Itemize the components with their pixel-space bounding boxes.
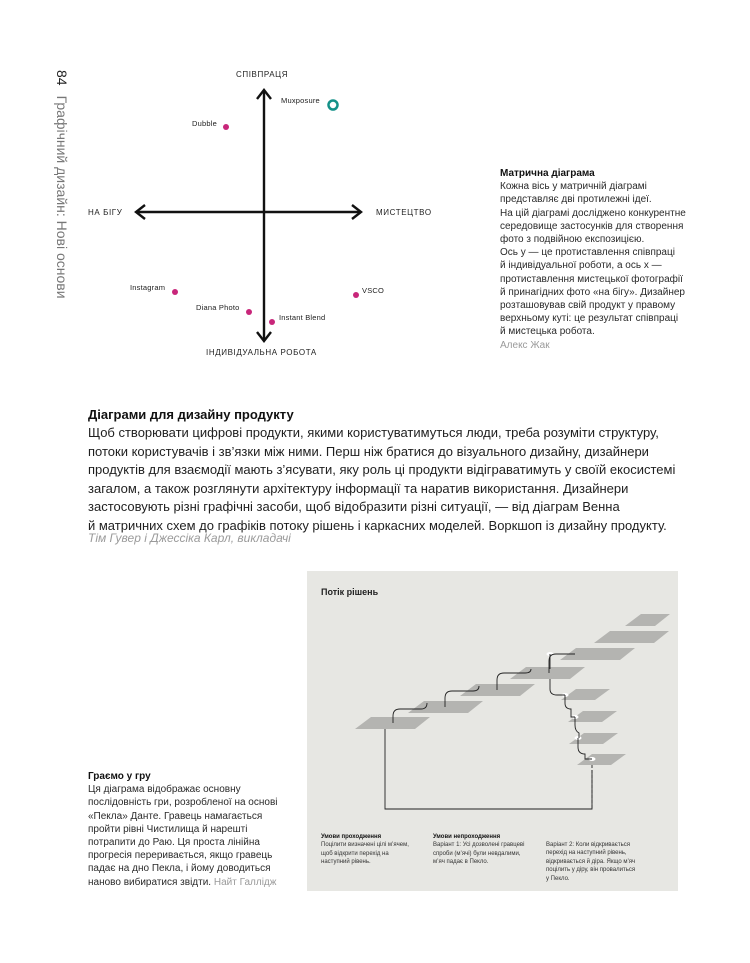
matrix-caption-line: й мистецька робота. bbox=[500, 326, 595, 338]
flow-condition-variant-2 bbox=[546, 841, 661, 883]
axis-right-label: МИСТЕЦТВО bbox=[376, 208, 432, 217]
label-instant: Instant Blend bbox=[279, 313, 326, 322]
flow-condition-line: у Пекло. bbox=[546, 875, 570, 882]
matrix-caption-line: середовище застосунків для створення bbox=[500, 220, 684, 232]
matrix-caption-title: Матрична діаграма bbox=[500, 168, 595, 179]
matrix-caption-line: розташовував свій продукт у правому bbox=[500, 300, 676, 312]
section-body bbox=[88, 424, 678, 535]
flow-condition-line: спроби (м’ячі) були невдалими, bbox=[433, 850, 521, 857]
axis-top-label: СПІВПРАЦЯ bbox=[236, 70, 289, 79]
section-line: й матричних схем до графіків потоку рішень і каркасних моделей. Воркшоп із дизайну продукту. bbox=[88, 517, 667, 533]
point-vsco bbox=[353, 292, 359, 298]
flow-condition-line: Варіант 2: Коли відкривається bbox=[546, 842, 630, 848]
label-dubble: Dubble bbox=[192, 119, 217, 128]
section-line: загалом, а також розглянути архітектуру інформації та наратив використання. Дизайнери bbox=[88, 480, 629, 496]
matrix-caption-line: представляє дві протилежні ідеї. bbox=[500, 194, 652, 206]
point-instant bbox=[269, 319, 275, 325]
point-dubble bbox=[223, 124, 229, 130]
game-caption-line: прогресія переривається, якщо гравець bbox=[88, 850, 273, 862]
flow-condition-title: Умови проходження bbox=[321, 834, 382, 840]
game-caption-line: потрапити до Раю. Ця проста лінійна bbox=[88, 837, 260, 849]
label-vsco: VSCO bbox=[362, 286, 385, 295]
matrix-caption-credit: Алекс Жак bbox=[500, 339, 550, 351]
matrix-caption-line: й індивідуальної роботи, а ось x — bbox=[500, 260, 662, 272]
running-head bbox=[54, 70, 70, 299]
matrix-axes bbox=[128, 64, 408, 364]
section-credit: Тім Гувер і Джессіка Карл, викладачі bbox=[88, 531, 291, 545]
point-muxposure bbox=[329, 101, 338, 110]
game-caption-credit: Найт Галлідж bbox=[213, 876, 277, 888]
flow-condition-line: м’яч падає в Пекло. bbox=[433, 859, 489, 866]
flow-condition-line: Поцілити визначені цілі м’ячем, bbox=[321, 842, 409, 849]
label-diana: Diana Photo bbox=[196, 303, 240, 312]
label-instagram: Instagram bbox=[130, 283, 166, 292]
section-line: потоки користувачів і зв’язки між ними. Перш ніж братися до візуального дизайну, дизайнери bbox=[88, 443, 649, 459]
game-caption-title: Граємо у гру bbox=[88, 771, 151, 782]
flow-condition-line: Варіант 1: Усі дозволені гравцеві bbox=[433, 842, 525, 849]
axis-bottom-label: ІНДИВІДУАЛЬНА РОБОТА bbox=[206, 348, 317, 357]
flow-condition-pass bbox=[321, 833, 436, 867]
flow-title: Потік рішень bbox=[321, 587, 379, 597]
matrix-caption-line: й принагідних фото «на бігу». Дизайнер bbox=[500, 286, 685, 298]
game-caption-line: падає на дно Пекла, і йому доводиться bbox=[88, 863, 271, 875]
axis-left-label: НА БІГУ bbox=[88, 208, 123, 217]
flow-condition-line: щоб відкрити перехід на bbox=[321, 850, 389, 857]
matrix-caption-line: На цій діаграмі досліджено конкурентне bbox=[500, 207, 686, 219]
game-caption-line: пройти рівні Чистилища й нарешті bbox=[88, 823, 248, 835]
flow-condition-title: Умови непроходження bbox=[433, 834, 501, 840]
matrix-caption-line: верхньому куті: це результат співпраці bbox=[500, 313, 679, 325]
point-diana bbox=[246, 309, 252, 315]
flow-condition-fail bbox=[433, 833, 548, 867]
game-caption-line: послідовність гри, розробленої на основі bbox=[88, 797, 278, 809]
game-caption-line: «Пекла» Данте. Гравець намагається bbox=[88, 810, 263, 822]
section-title: Діаграми для дизайну продукту bbox=[88, 407, 294, 422]
game-caption bbox=[88, 770, 278, 889]
flow-condition-line: поцілить у діру, він провалиться bbox=[546, 867, 636, 874]
running-head-title: Графічний дизайн: Нові основи bbox=[54, 95, 70, 299]
matrix-caption-line: Ось у — це протиставлення співпраці bbox=[500, 247, 675, 259]
matrix-caption bbox=[500, 167, 705, 352]
matrix-caption-line: протиставлення мистецької фотографії bbox=[500, 273, 683, 285]
matrix-caption-line: фото з подвійною експозицією. bbox=[500, 234, 645, 246]
section-line: Щоб створювати цифрові продукти, якими користуватимуться люди, треба розуміти структуру, bbox=[88, 425, 659, 440]
game-caption-line: наново вибиратися звідти. bbox=[88, 876, 212, 888]
flow-condition-line: перехід на наступний рівень, bbox=[546, 850, 627, 857]
point-instagram bbox=[172, 289, 178, 295]
matrix-caption-line: Кожна вісь у матричній діаграмі bbox=[500, 181, 647, 193]
flow-condition-line: наступний рівень. bbox=[321, 859, 371, 866]
matrix-diagram bbox=[88, 64, 432, 364]
flow-condition-line: відкривається й діра. Якщо м’яч bbox=[546, 858, 636, 865]
label-muxposure: Muxposure bbox=[281, 96, 320, 105]
section-line: продуктів для взаємодії мають з’ясувати, яку роль ці продукти відіграватимуть у своїй екосистемі bbox=[88, 462, 676, 477]
decision-flow-diagram bbox=[307, 571, 678, 891]
game-caption-line: Ця діаграма відображає основну bbox=[88, 784, 241, 796]
section-line: застосовують різні графічні засоби, щоб відобразити різні ситуації, — від діаграм Венна bbox=[88, 499, 620, 514]
page-number: 84 bbox=[54, 70, 70, 86]
